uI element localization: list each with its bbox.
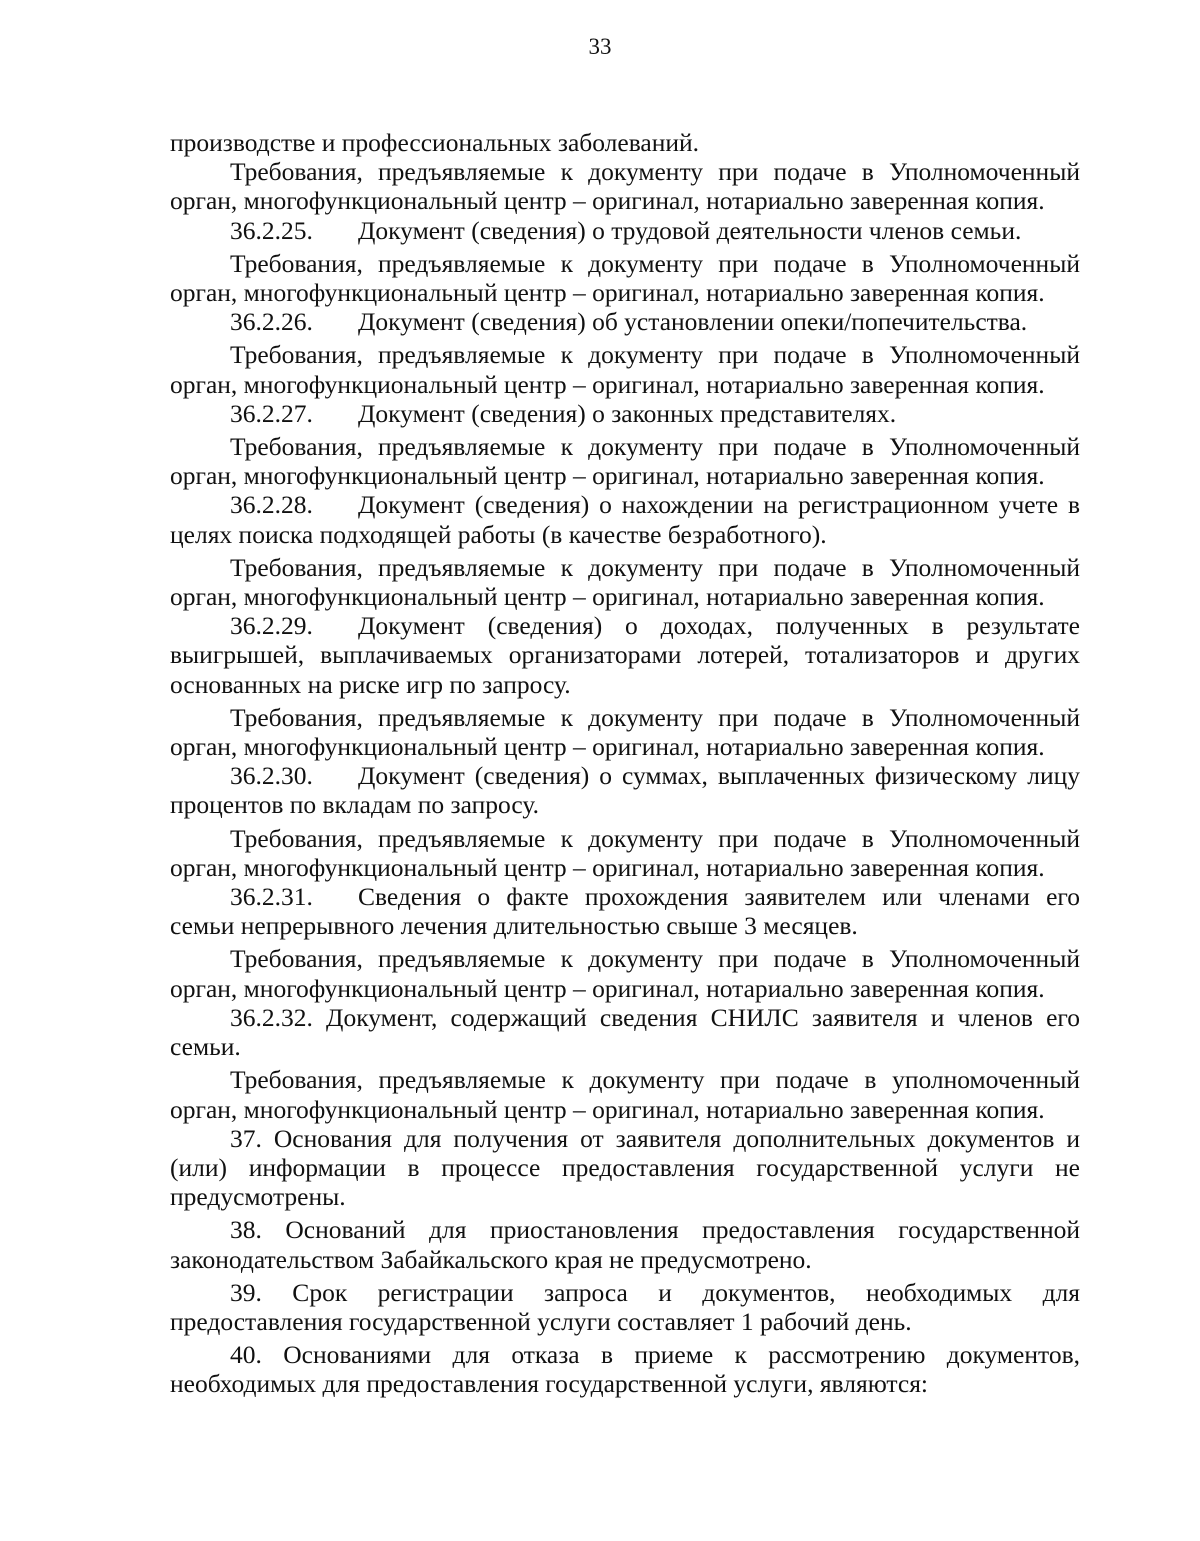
- requirements-paragraph: Требования, предъявляемые к документу при подаче в Уполномоченный орган, многофункциональный центр – оригинал, нотариально заверенная копия.: [170, 432, 1080, 491]
- section-paragraph-39: 39. Срок регистрации запроса и документов, необходимых для предоставления государственной услуги составляет 1 рабочий день.: [170, 1277, 1080, 1336]
- item-text: Документ (сведения) о доходах, полученных в результате выигрышей, выплачиваемых организаторами лотерей, тотализаторов и других основанных на риске игр по запросу.: [170, 611, 1080, 699]
- list-item: [170, 611, 1080, 699]
- list-item: [170, 490, 1080, 548]
- item-number: 36.2.26.: [230, 307, 313, 337]
- section-paragraph-38: 38. Оснований для приостановления предоставления государственной законодательством Забайкальского края не предусмотрено.: [170, 1215, 1080, 1274]
- section-paragraph-40: 40. Основаниями для отказа в приеме к рассмотрению документов, необходимых для предоставления государственной услуги, являются:: [170, 1340, 1080, 1399]
- list-item: 36.2.32. Документ, содержащий сведения СНИЛС заявителя и членов его семьи.: [170, 1002, 1080, 1062]
- document-body: [170, 128, 1080, 1399]
- requirements-paragraph: Требования, предъявляемые к документу при подаче в Уполномоченный орган, многофункциональный центр – оригинал, нотариально заверенная копия.: [170, 823, 1080, 882]
- requirements-paragraph: Требования, предъявляемые к документу при подаче в Уполномоченный орган, многофункциональный центр – оригинал, нотариально заверенная копия.: [170, 340, 1080, 399]
- requirements-paragraph: Требования, предъявляемые к документу при подаче в Уполномоченный орган, многофункциональный центр – оригинал, нотариально заверенная копия.: [170, 552, 1080, 612]
- requirements-paragraph: Требования, предъявляемые к документу при подаче в Уполномоченный орган, многофункциональный центр – оригинал, нотариально заверенная копия.: [170, 944, 1080, 1003]
- item-number: 36.2.28.: [230, 490, 313, 520]
- item-number: 36.2.29.: [230, 611, 313, 641]
- requirements-paragraph: Требования, предъявляемые к документу при подаче в Уполномоченный орган, многофункциональный центр – оригинал, нотариально заверенная копия.: [170, 248, 1080, 308]
- section-paragraph-37: 37. Основания для получения от заявителя дополнительных документов и (или) информации в процессе предоставления государственной услуги не предусмотрены.: [170, 1123, 1080, 1212]
- list-item: [170, 399, 1080, 428]
- requirements-paragraph: Требования, предъявляемые к документу при подаче в Уполномоченный орган, многофункциональный центр – оригинал, нотариально заверенная копия.: [170, 157, 1080, 216]
- item-number: 36.2.31.: [230, 882, 313, 912]
- item-text: Документ (сведения) о нахождении на регистрационном учете в целях поиска подходящей работы (в качестве безработного).: [170, 490, 1080, 549]
- list-item: [170, 882, 1080, 940]
- requirements-paragraph: Требования, предъявляемые к документу при подаче в Уполномоченный орган, многофункциональный центр – оригинал, нотариально заверенная копия.: [170, 702, 1080, 762]
- item-number: 36.2.27.: [230, 398, 313, 428]
- item-text: Документ (сведения) о суммах, выплаченных физическому лицу процентов по вкладам по запросу.: [170, 761, 1080, 820]
- item-number: 36.2.25.: [230, 215, 313, 245]
- list-item: [170, 761, 1080, 819]
- paragraph: производстве и профессиональных заболеваний.: [170, 128, 700, 157]
- requirements-paragraph: Требования, предъявляемые к документу при подаче в уполномоченный орган, многофункциональный центр – оригинал, нотариально заверенная копия.: [170, 1065, 1080, 1124]
- item-text: Документ (сведения) о законных представителях.: [358, 398, 897, 428]
- list-item: [170, 307, 1080, 336]
- item-text: Документ (сведения) об установлении опеки/попечительства.: [358, 307, 1028, 337]
- item-number: 36.2.30.: [230, 761, 313, 791]
- item-text: Сведения о факте прохождения заявителем или членами его семьи непрерывного лечения длительностью свыше 3 месяцев.: [170, 882, 1080, 941]
- item-text: Документ (сведения) о трудовой деятельности членов семьи.: [358, 215, 1022, 245]
- page-number: 33: [588, 34, 612, 59]
- list-item: [170, 216, 1080, 245]
